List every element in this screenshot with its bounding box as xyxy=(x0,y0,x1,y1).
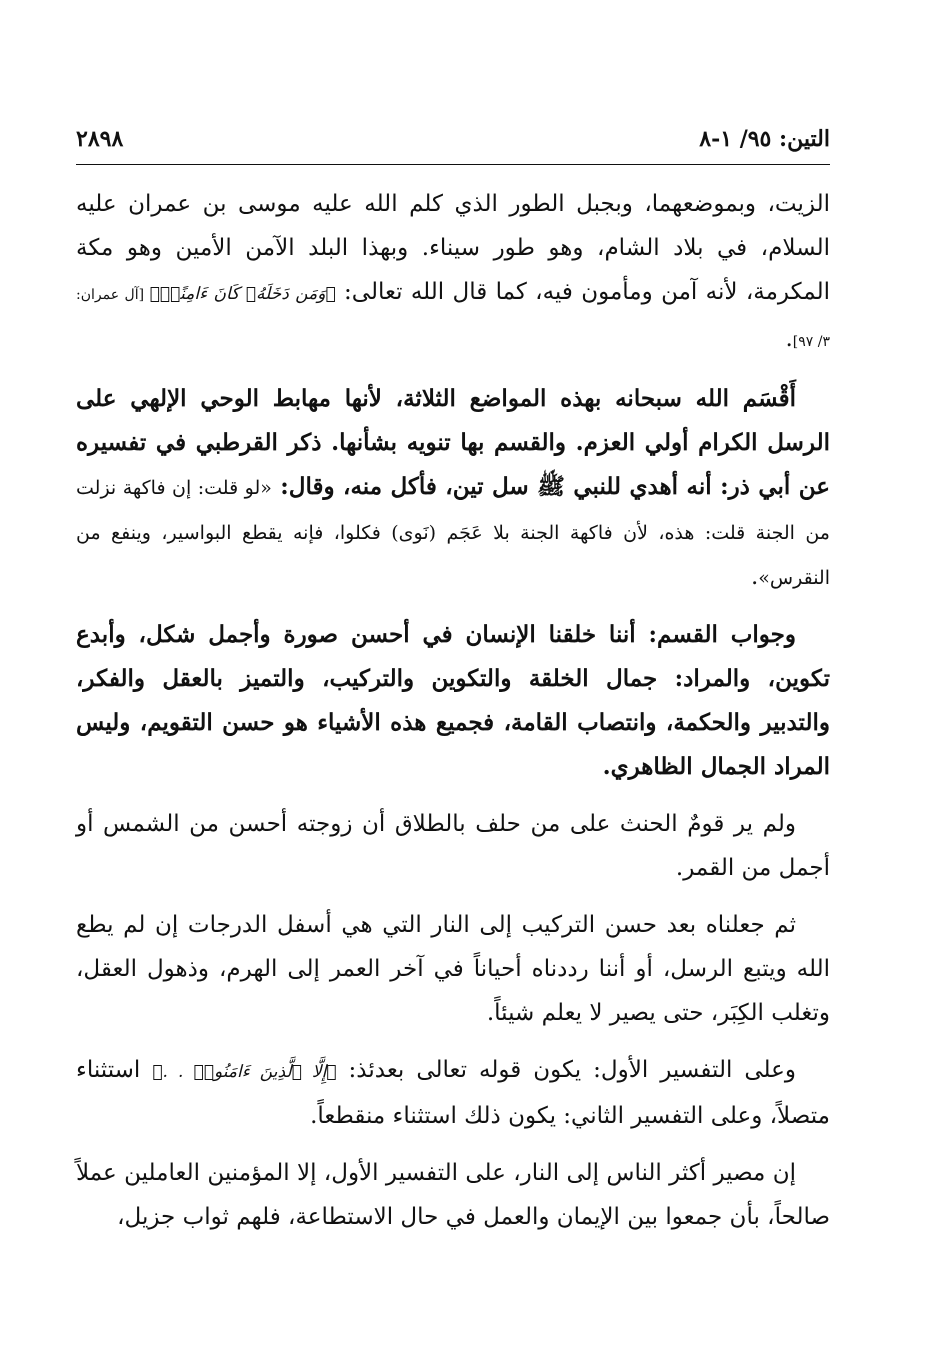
paragraph-text: استثناء متصلاً، وعلى التفسير الثاني: يكون ذلك استثناء منقطعاً. xyxy=(76,1057,830,1129)
paragraph-text: ولم ير قومٌ الحنث على من حلف بالطلاق أن زوجته أحسن من الشمس أو أجمل من القمر. xyxy=(76,811,830,881)
page-header xyxy=(76,116,830,165)
paragraph-5 xyxy=(76,903,830,1035)
paragraph-text: وجواب القسم: أننا خلقنا الإنسان في أحسن صورة وأجمل شكل، وأبدع تكوين، والمراد: جمال الخلقة والتكوين والتركيب، والتميز بالعقل والفكر، والتدبير والحكمة، وانتصاب القامة، فجميع هذه الأشياء هو حسن التقويم، وليس المراد الجمال الظاهري. xyxy=(76,621,830,780)
paragraph-1 xyxy=(76,182,830,364)
paragraph-text: . xyxy=(785,326,793,352)
paragraph-text: إن مصير أكثر الناس إلى النار، على التفسير الأول، إلا المؤمنين العاملين عملاً صالحاً، بأن جمعوا بين الإيمان والعمل في حال الاستطاعة، فلهم ثواب جزيل، xyxy=(76,1160,830,1230)
paragraph-text: الزيت، وبموضعهما، وبجبل الطور الذي كلم الله عليه موسى بن عمران عليه السلام، في بلاد الشام، وهو طور سيناء. وبهذا البلد الآمن الأمين وهو مكة المكرمة، لأنه آمن ومأمون فيه، كما قال الله تعالى: xyxy=(76,191,830,305)
paragraph-7 xyxy=(76,1151,830,1239)
paragraph-text: أَقْسَم الله سبحانه بهذه المواضع الثلاثة، لأنها مهابط الوحي الإلهي على الرسل الكرام أولي العزم. والقسم بها تنويه بشأنها. ذكر القرطبي في تفسيره عن أبي ذر: أنه أهدي للنبي ﷺ سل تين، فأكل منه، وقال: xyxy=(76,385,830,500)
quran-verse: ﴿وَمَن دَخَلَهُۥ كَانَ ءَامِنًاۗ﴾ xyxy=(149,284,336,304)
paragraph-2 xyxy=(76,377,830,600)
verse-reference: [آل عمران: ٣/ ٩٧] xyxy=(76,287,830,350)
page-number: ٢٨٩٨ xyxy=(76,126,124,152)
paragraph-4 xyxy=(76,802,830,890)
paragraph-text: ثم جعلناه بعد حسن التركيب إلى النار التي هي أسفل الدرجات إن لم يطع الله ويتبع الرسل، أو أننا رددناه أحياناً في آخر العمر إلى الهرم، وذهول العقل، وتغلب الكِبَر، حتى يصير لا يعلم شيئاً. xyxy=(76,912,830,1026)
paragraph-6 xyxy=(76,1048,830,1138)
surah-reference: التين: ٩٥/ ١-٨ xyxy=(699,126,830,152)
paragraph-text: . xyxy=(750,564,759,590)
hadith-quote: «لو قلت: إن فاكهة نزلت من الجنة قلت: هذه، لأن فاكهة الجنة بلا عَجَم (نَوى) فكلوا، فإنه يقطع البواسير، وينفع من النقرس» xyxy=(76,477,830,589)
page-body xyxy=(76,182,830,1252)
paragraph-text: وعلى التفسير الأول: يكون قوله تعالى بعدئذ: xyxy=(336,1057,796,1083)
paragraph-3 xyxy=(76,613,830,789)
quran-verse: ﴿إِلَّا ٱلَّذِينَ ءَامَنُوا۟ . .﴾ xyxy=(152,1062,337,1082)
